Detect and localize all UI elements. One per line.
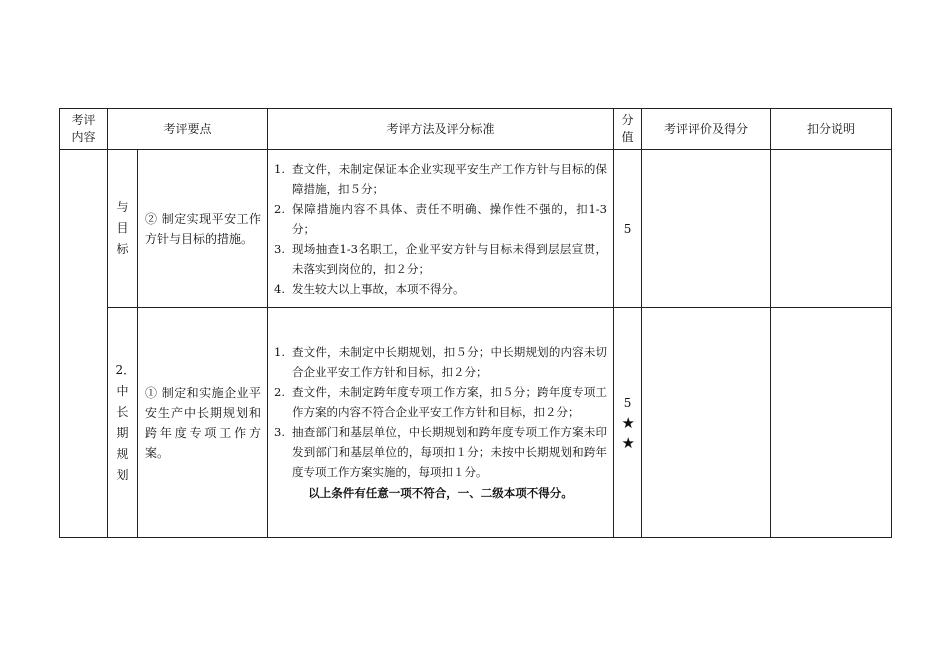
header-row (60, 109, 892, 150)
method-cell (268, 308, 614, 538)
score-cell (614, 308, 642, 538)
score-value: 5 (623, 395, 632, 410)
content-cell (60, 150, 108, 538)
item-label: 2．中长期规划 (115, 362, 136, 482)
score-value: 5 (623, 221, 632, 236)
list-item: 2. 查文件，未制定跨年度专项工作方案，扣５分；跨年度专项工作方案的内容不符合企业平安工作方针和目标，扣２分； (274, 385, 608, 419)
header-evaluation: 考评评价及得分 (642, 109, 771, 150)
item-label-cell (108, 150, 138, 308)
point-cell: ② 制定实现平安工作方针与目标的措施。 (138, 150, 268, 308)
deduction-cell (771, 308, 892, 538)
method-list (274, 342, 607, 482)
header-deduction: 扣分说明 (771, 109, 892, 150)
deduction-cell (771, 150, 892, 308)
header-method: 考评方法及评分标准 (268, 109, 614, 150)
list-item: 3. 现场抽查1-3名职工，企业平安方针与目标未得到层层宣贯，未落实到岗位的，扣２分； (274, 241, 608, 276)
list-item: 3. 抽查部门和基层单位，中长期规划和跨年度专项工作方案未印发到部门和基层单位的，每项扣１分；未按中长期规划和跨年度专项工作方案实施的，每项扣１分。 (274, 425, 608, 479)
table-row (60, 308, 892, 538)
table-row (60, 150, 892, 308)
note-text: 以上条件有任意一项不符合，一、二级本项不得分。 (308, 486, 573, 500)
item-label-cell (108, 308, 138, 538)
list-item: 2. 保障措施内容不具体、责任不明确、操作性不强的，扣1-3分； (274, 201, 608, 236)
method-cell (268, 150, 614, 308)
method-list (274, 159, 607, 299)
header-score: 分值 (614, 109, 642, 150)
star-icon: ★★ (621, 413, 635, 452)
score-cell (614, 150, 642, 308)
list-item: 4. 发生较大以上事故，本项不得分。 (274, 281, 465, 296)
header-points: 考评要点 (108, 109, 268, 150)
point-cell: ① 制定和实施企业平安生产中长期规划和跨年度专项工作方案。 (138, 308, 268, 538)
evaluation-table (59, 108, 892, 538)
evaluation-cell (642, 308, 771, 538)
list-item: 1. 查文件，未制定保证本企业实现平安生产工作方针与目标的保障措施，扣５分； (274, 161, 608, 196)
list-item: 1. 查文件，未制定中长期规划，扣５分；中长期规划的内容未切合企业平安工作方针和目标，扣２分； (274, 345, 608, 379)
item-label: 与目标 (116, 200, 129, 256)
evaluation-cell (642, 150, 771, 308)
header-content: 考评内容 (60, 109, 108, 150)
